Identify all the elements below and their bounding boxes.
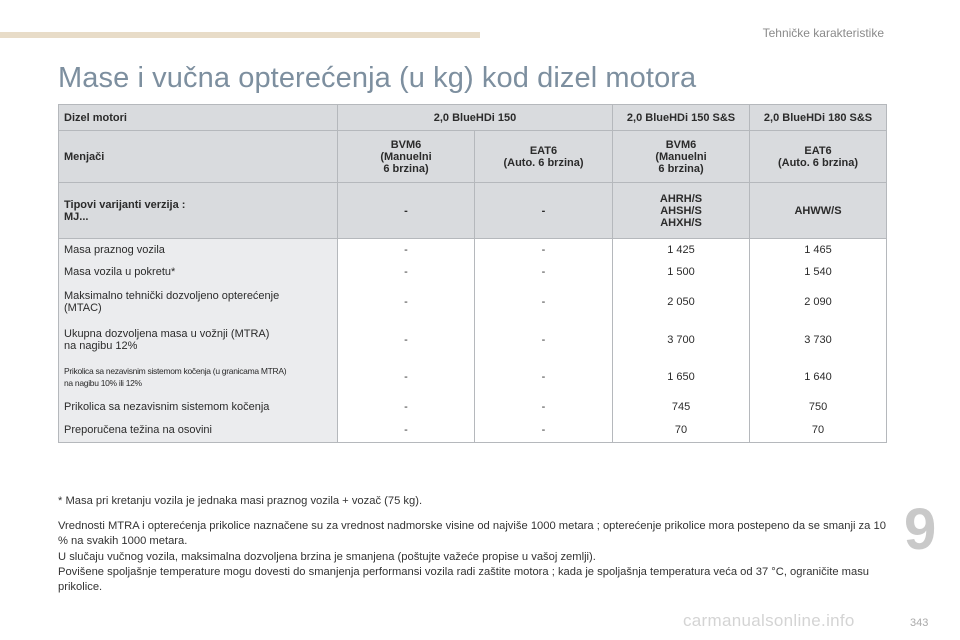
table-cell: 1 500: [613, 261, 750, 283]
table-cell: 1 650: [613, 359, 750, 395]
table-row: [59, 395, 887, 419]
table-cell: -: [475, 261, 613, 283]
table-cell: -: [338, 321, 475, 359]
note-line: Vrednosti MTRA i opterećenja prikolice naznačene su za vrednost nadmorske visine od najviše 1000 metara ; opterećenje prikolice mora postepeno da se smanji za 10 % na svakih 1000 metara.: [58, 520, 886, 548]
gearbox-header-cell: BVM6 (Manuelni 6 brzina): [338, 131, 475, 183]
table-cell: 1 540: [750, 261, 887, 283]
row-label: Ukupna dozvoljena masa u vožnji (MTRA) na nagibu 12%: [59, 321, 338, 359]
engine-header-cell: 2,0 BlueHDi 180 S&S: [750, 105, 887, 131]
engine-header-row: [59, 105, 887, 131]
note-line: Povišene spoljašnje temperature mogu dovesti do smanjenja performansi vozila radi zaštite motora ; kada je spoljašnja temperatura veća od 37 °C, ograničite masu prikolice.: [58, 565, 870, 594]
table-cell: 70: [750, 419, 887, 443]
variant-cell: -: [475, 183, 613, 239]
table-cell: -: [475, 283, 613, 321]
note-line: U slučaju vučnog vozila, maksimalna dozvoljena brzina je smanjena (poštujte važeće propise u vašoj zemlji).: [58, 550, 596, 563]
variants-header-row: [59, 183, 887, 239]
table-cell: 745: [613, 395, 750, 419]
table-cell: -: [338, 283, 475, 321]
table-row: [59, 283, 887, 321]
row-label: Preporučena težina na osovini: [59, 419, 338, 443]
row-label: Masa praznog vozila: [59, 239, 338, 261]
gearbox-header-cell: EAT6 (Auto. 6 brzina): [475, 131, 613, 183]
table-cell: -: [475, 419, 613, 443]
table-cell: 70: [613, 419, 750, 443]
watermark: carmanualsonline.info: [683, 611, 855, 630]
table-row: [59, 419, 887, 443]
table-cell: 750: [750, 395, 887, 419]
table-cell: -: [475, 239, 613, 261]
gearbox-label: Menjači: [59, 131, 338, 183]
table-row: [59, 321, 887, 359]
variant-cell: AHWW/S: [750, 183, 887, 239]
table-row: [59, 359, 887, 395]
table-cell: 2 090: [750, 283, 887, 321]
table-cell: -: [338, 261, 475, 283]
table-row: [59, 261, 887, 283]
weights-table: [58, 104, 887, 443]
variant-cell: -: [338, 183, 475, 239]
gearbox-header-cell: EAT6 (Auto. 6 brzina): [750, 131, 887, 183]
engine-header-cell: 2,0 BlueHDi 150: [338, 105, 613, 131]
row-label: Prikolica sa nezavisnim sistemom kočenja (u granicama MTRA) na nagibu 10% ili 12%: [59, 359, 338, 395]
page-title: Mase i vučna opterećenja (u kg) kod dizel motora: [58, 62, 697, 94]
variant-cell: AHRH/S AHSH/S AHXH/S: [613, 183, 750, 239]
variants-label: Tipovi varijanti verzija : MJ...: [59, 183, 338, 239]
table-cell: -: [475, 321, 613, 359]
notes-block: [58, 494, 894, 595]
table-cell: 1 425: [613, 239, 750, 261]
row-label: Prikolica sa nezavisnim sistemom kočenja: [59, 395, 338, 419]
gearbox-header-cell: BVM6 (Manuelni 6 brzina): [613, 131, 750, 183]
table-cell: 1 640: [750, 359, 887, 395]
table-cell: -: [338, 419, 475, 443]
table-cell: -: [475, 359, 613, 395]
table-cell: -: [338, 395, 475, 419]
engine-label: Dizel motori: [59, 105, 338, 131]
row-label: Maksimalno tehnički dozvoljeno opterećenje (MTAC): [59, 283, 338, 321]
table-cell: 3 730: [750, 321, 887, 359]
table-row: [59, 239, 887, 261]
table-cell: 3 700: [613, 321, 750, 359]
page-number: 343: [910, 617, 929, 629]
table-cell: 2 050: [613, 283, 750, 321]
chapter-number: 9: [904, 497, 937, 562]
engine-header-cell: 2,0 BlueHDi 150 S&S: [613, 105, 750, 131]
gearbox-header-row: [59, 131, 887, 183]
table-cell: -: [338, 239, 475, 261]
header-accent-bar: [0, 32, 480, 38]
section-label: Tehničke karakteristike: [762, 26, 884, 40]
table-cell: -: [338, 359, 475, 395]
table-cell: 1 465: [750, 239, 887, 261]
footnote: * Masa pri kretanju vozila je jednaka masi praznog vozila + vozač (75 kg).: [58, 495, 423, 507]
table-cell: -: [475, 395, 613, 419]
row-label: Masa vozila u pokretu*: [59, 261, 338, 283]
